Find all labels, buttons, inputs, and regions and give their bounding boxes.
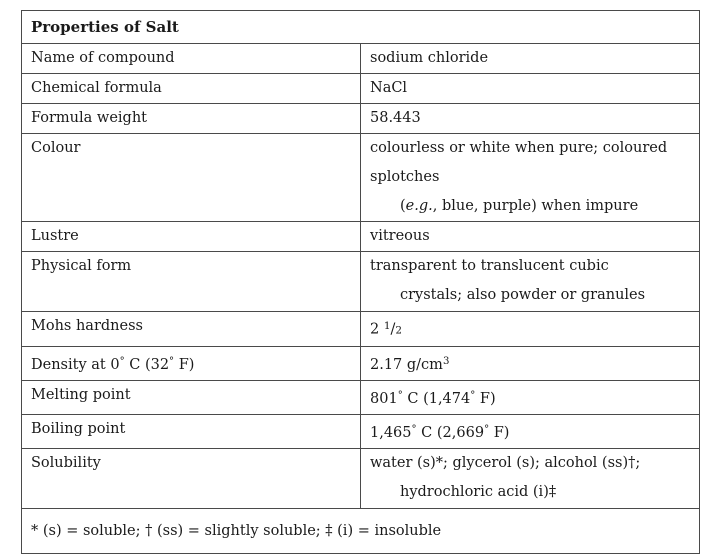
row-label: Name of compound: [22, 44, 361, 74]
fraction-slash: /: [390, 321, 396, 338]
degree-mark: °: [484, 423, 490, 435]
properties-table: [21, 10, 700, 554]
table-row: [22, 312, 700, 347]
value-line-1: colourless or white when pure; coloured splotches: [370, 140, 668, 185]
value-text: C (2,669: [416, 424, 485, 441]
label-text: Density at 0: [31, 356, 120, 373]
value-text: (: [400, 198, 406, 214]
row-label: Solubility: [22, 448, 361, 508]
row-value: [361, 252, 700, 312]
table-title-row: [22, 11, 700, 44]
table-row: [22, 104, 700, 134]
table-row: [22, 74, 700, 104]
value-line-2: hydrochloric acid (i)‡: [400, 483, 557, 500]
value-text: F): [489, 424, 510, 441]
table-row: [22, 252, 700, 312]
row-value: 58.443: [361, 104, 700, 134]
value-line-1: water (s)*; glycerol (s); alcohol (ss)†;: [370, 454, 641, 471]
value-text: 2.17 g/cm: [370, 356, 443, 373]
value-whole: 2: [370, 321, 380, 338]
fraction-numerator: 1: [383, 320, 391, 332]
row-label: Mohs hardness: [22, 312, 361, 347]
row-label: Boiling point: [22, 414, 361, 448]
row-label: Formula weight: [22, 104, 361, 134]
value-text: C (1,474: [402, 390, 471, 407]
value-text: , blue, purple) when impure: [432, 198, 639, 214]
footnote-row: [22, 508, 700, 553]
row-value: [361, 346, 700, 380]
row-label: Lustre: [22, 222, 361, 252]
row-label: [22, 346, 361, 380]
table-row: [22, 448, 700, 508]
degree-mark: °: [119, 355, 125, 367]
fraction-denominator: 2: [395, 324, 403, 337]
row-value: NaCl: [361, 74, 700, 104]
value-text: 1,465: [370, 424, 412, 441]
table-title: Properties of Salt: [22, 11, 700, 44]
value-text: F): [475, 390, 496, 407]
row-label: Colour: [22, 134, 361, 222]
table-row: [22, 380, 700, 414]
table-row: [22, 222, 700, 252]
table-row: [22, 414, 700, 448]
table-row: [22, 346, 700, 380]
value-text: 801: [370, 390, 398, 407]
degree-mark: °: [397, 389, 403, 401]
row-value: [361, 134, 700, 222]
row-value: [361, 448, 700, 508]
row-value: sodium chloride: [361, 44, 700, 74]
label-text: C (32: [124, 356, 170, 373]
superscript: 3: [442, 355, 450, 367]
degree-mark: °: [470, 389, 476, 401]
value-line-1: transparent to translucent cubic: [370, 258, 609, 274]
value-line-2: [370, 192, 699, 221]
row-value: [361, 414, 700, 448]
row-label: Melting point: [22, 380, 361, 414]
row-value: [361, 312, 700, 347]
row-label: Chemical formula: [22, 74, 361, 104]
table-row: [22, 134, 700, 222]
label-text: F): [174, 356, 195, 373]
row-value: vitreous: [361, 222, 700, 252]
value-line-2: crystals; also powder or granules: [400, 287, 646, 303]
value-text-italic: e.g.: [405, 198, 433, 214]
degree-mark: °: [411, 423, 417, 435]
degree-mark: °: [169, 355, 175, 367]
table-row: [22, 44, 700, 74]
row-label: Physical form: [22, 252, 361, 312]
row-value: [361, 380, 700, 414]
table-footnote: * (s) = soluble; † (ss) = slightly soluble; ‡ (i) = insoluble: [22, 508, 700, 553]
